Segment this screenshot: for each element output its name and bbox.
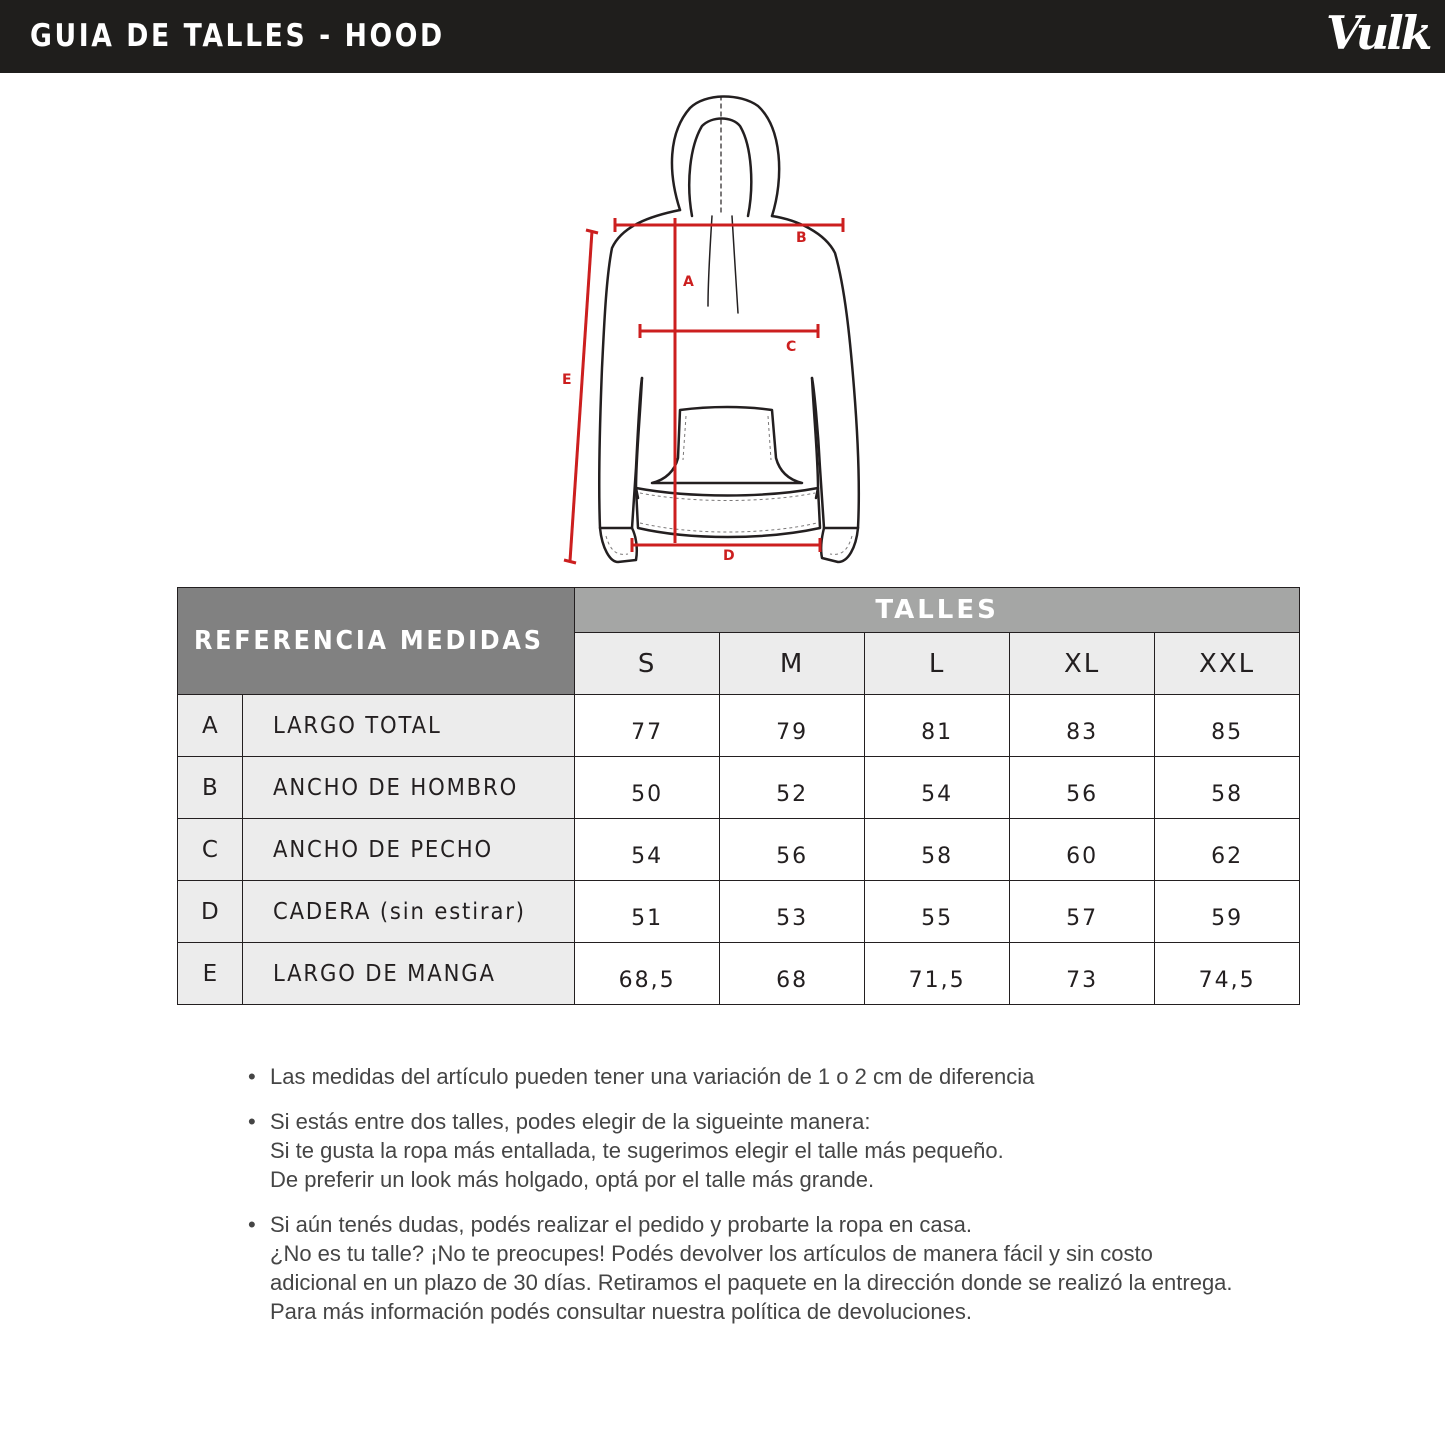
row-letter: A — [178, 695, 243, 757]
size-value: 53 — [720, 881, 865, 943]
page-title: GUIA DE TALLES - HOOD — [30, 18, 445, 54]
list-item — [248, 1062, 1398, 1091]
note-line: ¿No es tu talle? ¡No te preocupes! Podés devolver los artículos de manera fácil y sin costo — [270, 1241, 1153, 1266]
row-letter: E — [178, 943, 243, 1005]
size-value: 79 — [720, 695, 865, 757]
size-column-header: M — [720, 633, 865, 695]
row-letter: D — [178, 881, 243, 943]
size-column-header: L — [865, 633, 1010, 695]
sizes-header: TALLES — [575, 588, 1300, 633]
row-label: CADERA (sin estirar) — [242, 881, 574, 943]
row-label: ANCHO DE HOMBRO — [242, 757, 574, 819]
table-row — [178, 757, 1300, 819]
size-value: 58 — [1155, 757, 1300, 819]
size-value: 60 — [1010, 819, 1155, 881]
note-line: De preferir un look más holgado, optá por el talle más grande. — [270, 1167, 875, 1192]
size-value: 51 — [575, 881, 720, 943]
table-row — [178, 819, 1300, 881]
size-value: 73 — [1010, 943, 1155, 1005]
size-value: 57 — [1010, 881, 1155, 943]
row-letter: B — [178, 757, 243, 819]
size-value: 68 — [720, 943, 865, 1005]
hoodie-illustration — [540, 88, 900, 578]
size-value: 71,5 — [865, 943, 1010, 1005]
size-value: 74,5 — [1155, 943, 1300, 1005]
size-value: 50 — [575, 757, 720, 819]
size-value: 62 — [1155, 819, 1300, 881]
hoodie-outline — [599, 96, 859, 562]
size-value: 81 — [865, 695, 1010, 757]
size-value: 77 — [575, 695, 720, 757]
measure-line-e — [570, 231, 592, 561]
label-d: D — [723, 548, 735, 564]
list-item — [248, 1107, 1398, 1194]
size-value: 54 — [575, 819, 720, 881]
label-b: B — [796, 230, 807, 246]
table-row — [178, 881, 1300, 943]
size-value: 52 — [720, 757, 865, 819]
label-e: E — [562, 372, 572, 388]
size-column-header: S — [575, 633, 720, 695]
note-line: • Las medidas del artículo pueden tener una variación de 1 o 2 cm de diferencia — [270, 1064, 1035, 1089]
note-line: • Si estás entre dos talles, podes elegir de la sigueinte manera: — [270, 1109, 871, 1134]
size-value: 85 — [1155, 695, 1300, 757]
size-value: 83 — [1010, 695, 1155, 757]
header-bar — [0, 0, 1445, 73]
row-label: LARGO DE MANGA — [242, 943, 574, 1005]
size-value: 54 — [865, 757, 1010, 819]
label-a: A — [683, 274, 694, 290]
table-row — [178, 695, 1300, 757]
row-letter: C — [178, 819, 243, 881]
reference-header: REFERENCIA MEDIDAS — [178, 588, 575, 695]
label-c: C — [786, 339, 797, 355]
note-line: Si te gusta la ropa más entallada, te sugerimos elegir el talle más pequeño. — [270, 1138, 1004, 1163]
note-line: Para más información podés consultar nuestra política de devoluciones. — [270, 1299, 972, 1324]
row-label: ANCHO DE PECHO — [242, 819, 574, 881]
brand-logo: Vulk — [1326, 6, 1430, 60]
row-label: LARGO TOTAL — [242, 695, 574, 757]
hoodie-diagram — [540, 88, 900, 578]
list-item — [248, 1210, 1398, 1326]
size-value: 68,5 — [575, 943, 720, 1005]
table-row — [178, 943, 1300, 1005]
note-line: • Si aún tenés dudas, podés realizar el pedido y probarte la ropa en casa. — [270, 1212, 973, 1237]
size-value: 55 — [865, 881, 1010, 943]
size-value: 59 — [1155, 881, 1300, 943]
notes-list — [248, 1062, 1398, 1342]
size-value: 58 — [865, 819, 1010, 881]
size-value: 56 — [1010, 757, 1155, 819]
size-table — [177, 587, 1300, 1005]
note-line: adicional en un plazo de 30 días. Retiramos el paquete en la dirección donde se realizó la entrega. — [270, 1270, 1233, 1295]
measure-lines — [564, 218, 843, 563]
size-column-header: XL — [1010, 633, 1155, 695]
size-column-header: XXL — [1155, 633, 1300, 695]
size-value: 56 — [720, 819, 865, 881]
